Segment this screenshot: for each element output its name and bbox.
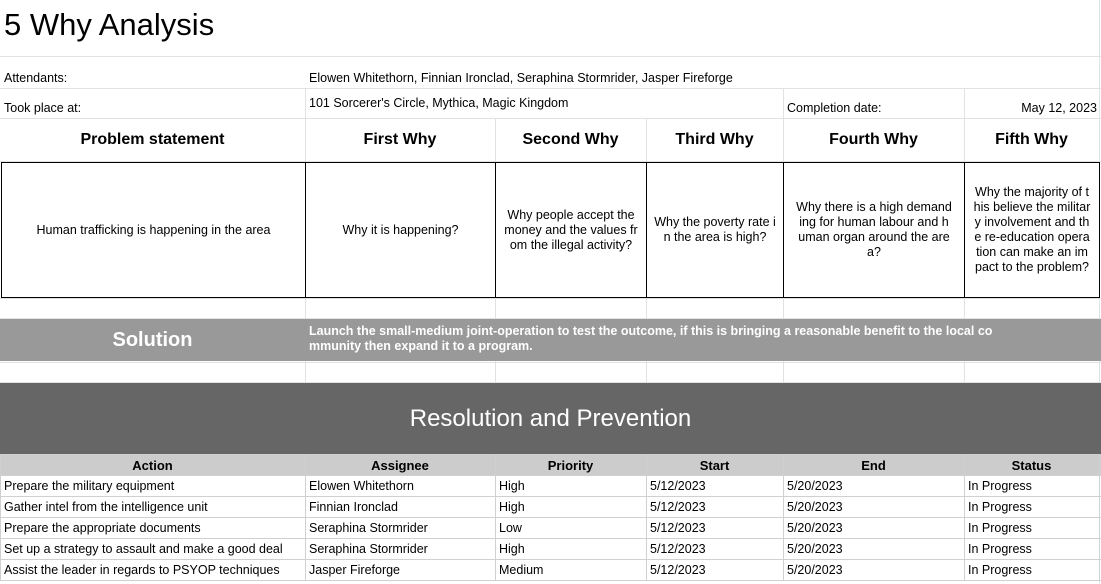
header-third-why: Third Why	[675, 131, 754, 148]
cell-status: In Progress	[968, 500, 1032, 514]
cell-action: Assist the leader in regards to PSYOP techniques	[4, 563, 280, 577]
location-value: 101 Sorcerer's Circle, Mythica, Magic Kingdom	[309, 96, 569, 110]
cell-assignee: Seraphina Stormrider	[309, 521, 428, 535]
col-header-start: Start	[699, 457, 730, 473]
cell-action: Prepare the military equipment	[4, 479, 175, 493]
cell-end: 5/20/2023	[787, 563, 843, 577]
cell-start: 5/12/2023	[650, 542, 706, 556]
completion-date-value: May 12, 2023	[1021, 101, 1097, 115]
cell-assignee: Jasper Fireforge	[309, 563, 401, 577]
cell-priority: High	[499, 542, 525, 556]
cell-action: Prepare the appropriate documents	[4, 521, 201, 535]
header-fifth-why: Fifth Why	[995, 131, 1068, 148]
cell-assignee: Seraphina Stormrider	[309, 542, 428, 556]
header-fourth-why: Fourth Why	[829, 131, 918, 148]
page-title: 5 Why Analysis	[4, 7, 215, 42]
cell-start: 5/12/2023	[650, 521, 706, 535]
cell-action: Gather intel from the intelligence unit	[4, 500, 208, 514]
cell-status: In Progress	[968, 521, 1032, 535]
header-problem-statement: Problem statement	[80, 131, 225, 148]
cell-action: Set up a strategy to assault and make a good deal	[4, 542, 283, 556]
col-header-status: Status	[1011, 457, 1052, 473]
problem-statement-cell: Human trafficking is happening in the area	[1, 162, 306, 298]
solution-label: Solution	[112, 328, 193, 351]
header-second-why: Second Why	[522, 131, 619, 148]
col-header-action: Action	[132, 457, 173, 473]
cell-end: 5/20/2023	[787, 542, 843, 556]
cell-status: In Progress	[968, 479, 1032, 493]
location-label: Took place at:	[4, 101, 82, 115]
cell-assignee: Elowen Whitethorn	[309, 479, 414, 493]
cell-start: 5/12/2023	[650, 500, 706, 514]
cell-priority: Low	[499, 521, 522, 535]
cell-priority: High	[499, 479, 525, 493]
third-why-cell: Why the poverty rate in the area is high?	[646, 162, 784, 298]
col-header-end: End	[861, 457, 886, 473]
header-first-why: First Why	[363, 131, 437, 148]
fifth-why-cell: Why the majority of this believe the military involvement and the re-education operation can make an impact to the problem?	[964, 162, 1100, 298]
attendants-label: Attendants:	[4, 71, 68, 85]
fourth-why-cell: Why there is a high demanding for human labour and human organ around the area?	[783, 162, 965, 298]
cell-end: 5/20/2023	[787, 479, 843, 493]
cell-start: 5/12/2023	[650, 479, 706, 493]
cell-end: 5/20/2023	[787, 521, 843, 535]
attendants-value: Elowen Whitethorn, Finnian Ironclad, Seraphina Stormrider, Jasper Fireforge	[309, 71, 733, 85]
cell-priority: High	[499, 500, 525, 514]
cell-priority: Medium	[499, 563, 544, 577]
cell-start: 5/12/2023	[650, 563, 706, 577]
cell-end: 5/20/2023	[787, 500, 843, 514]
col-header-assignee: Assignee	[371, 457, 429, 473]
cell-status: In Progress	[968, 542, 1032, 556]
col-header-priority: Priority	[547, 457, 594, 473]
first-why-cell: Why it is happening?	[305, 162, 496, 298]
resolution-title: Resolution and Prevention	[409, 404, 692, 432]
cell-status: In Progress	[968, 563, 1032, 577]
second-why-cell: Why people accept the money and the values from the illegal activity?	[495, 162, 647, 298]
completion-date-label: Completion date:	[787, 101, 882, 115]
cell-assignee: Finnian Ironclad	[309, 500, 398, 514]
solution-text: Launch the small-medium joint-operation to test the outcome, if this is bringing a reasonable benefit to the local community then expand it to a program.	[309, 324, 993, 353]
